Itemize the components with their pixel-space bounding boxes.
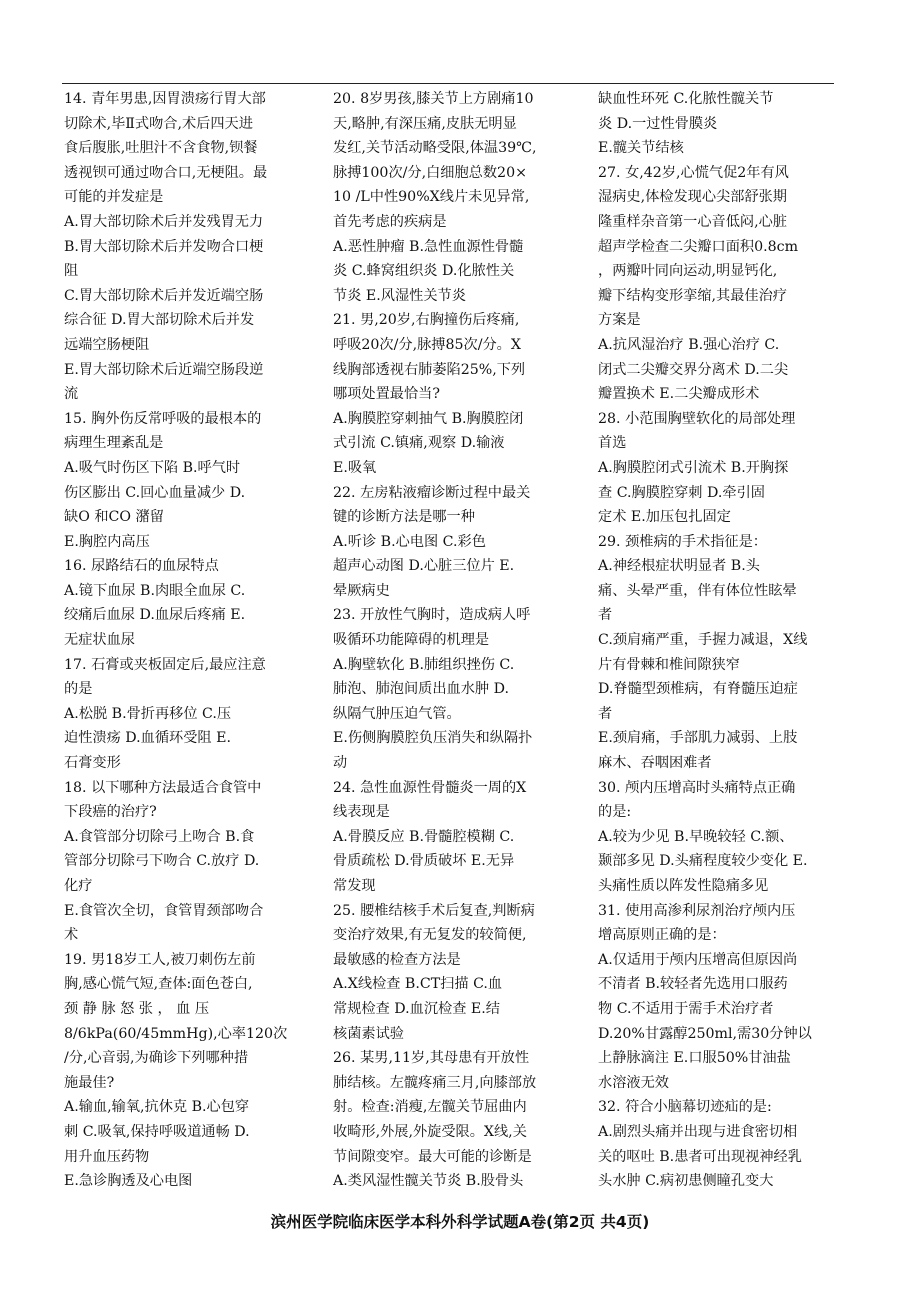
text-line: 麻木、吞咽困难者	[598, 755, 712, 772]
text-line: 施最佳?	[64, 1074, 115, 1091]
text-line: E.食管次全切，食管胃颈部吻合	[64, 902, 264, 919]
text-line: 术	[64, 927, 79, 944]
text-line: 增高原则正确的是：	[598, 927, 726, 944]
text-line: 远端空肠梗阻	[64, 336, 150, 353]
text-line: 收畸形,外展,外旋受限。X线,关	[333, 1123, 527, 1140]
text-line: 肺泡、肺泡间质出血水肿 D.	[333, 681, 509, 698]
text-line: 22. 左房粘液瘤诊断过程中最关	[333, 484, 531, 501]
text-line: 头痛性质以阵发性隐痛多见	[598, 878, 769, 894]
text-line: A.输血,输氧,抗休克 B.心包穿	[64, 1099, 250, 1116]
text-line: E.吸氧	[333, 459, 377, 476]
text-line: ，两瓣叶同向运动,明显钙化,	[598, 263, 778, 280]
text-line: 17. 石膏或夹板固定后,最应注意	[64, 656, 266, 673]
text-line: 核菌素试验	[333, 1025, 404, 1042]
text-line: 查 C.胸膜腔穿刺 D.牵引固	[598, 484, 765, 501]
text-line: E.髋关节结核	[598, 140, 684, 157]
text-line: 胸,感心慌气短,查体:面色苍白,	[64, 976, 253, 993]
text-line: A.剧烈头痛并出现与进食密切相	[598, 1123, 798, 1140]
text-line: 上静脉滴注 E.口服50%甘油盐	[598, 1050, 791, 1067]
text-line: 的是:	[598, 804, 632, 821]
text-line: A.X线检查 B.CT扫描 C.血	[333, 976, 503, 993]
text-line: 骨质疏松 D.骨质破坏 E.无异	[333, 853, 515, 870]
text-line: A.食管部分切除弓上吻合 B.食	[64, 828, 255, 845]
text-line: 常发现	[333, 878, 376, 894]
text-line: 晕厥病史	[333, 582, 390, 599]
text-line: 脉搏100次/分,白细胞总数20×	[333, 164, 527, 181]
text-line: 哪项处置最恰当?	[333, 386, 440, 403]
text-line: B.胃大部切除术后并发吻合口梗	[64, 238, 264, 255]
text-line: 20. 8岁男孩,膝关节上方剧痛10	[333, 91, 534, 107]
text-line: A.胸膜腔穿刺抽气 B.胸膜腔闭	[333, 410, 524, 427]
text-line: A.仅适用于颅内压增高但原因尚	[598, 951, 798, 968]
text-line: 关的呕吐 B.患者可出现视神经乳	[598, 1148, 802, 1165]
text-line: A.胸膜腔闭式引流术 B.开胸探	[598, 459, 789, 476]
text-line: 27. 女,42岁,心慌气促2年有风	[598, 164, 789, 181]
text-line: 15. 胸外伤反常呼吸的最根本的	[64, 410, 262, 427]
text-line: 最敏感的检查方法是	[333, 951, 461, 968]
text-line: A.神经根症状明显者 B.头	[598, 558, 760, 575]
text-line: 线胸部透视右肺萎陷25%,下列	[333, 361, 526, 378]
text-line: C.胃大部切除术后并发近端空肠	[64, 287, 264, 304]
text-line: 26. 某男,11岁,其母患有开放性	[333, 1050, 530, 1067]
text-line: 21. 男,20岁,右胸撞伤后疼痛,	[333, 312, 520, 329]
text-line: 式引流 C.镇痛,观察 D.输液	[333, 435, 505, 452]
text-line: 片有骨棘和椎间隙狭窄	[598, 656, 740, 673]
text-line: 缺血性环死 C.化脓性髋关节	[598, 91, 774, 107]
text-line: 瓣下结构变形挛缩,其最佳治疗	[598, 287, 787, 304]
text-line: 缺O 和CO 潴留	[64, 509, 164, 526]
text-line: 下段癌的治疗?	[64, 804, 157, 821]
text-line: A.吸气时伤区下陷 B.呼气时	[64, 459, 241, 476]
text-line: 闭式二尖瓣交界分离术 D.二尖	[598, 361, 789, 378]
text-line: 30. 颅内压增高时头痛特点正确	[598, 779, 796, 796]
text-line: 19. 男18岁工人,被刀刺伤左前	[64, 951, 256, 968]
text-line: E.颈肩痛，手部肌力减弱、上肢	[598, 730, 798, 747]
text-line: 病理生理紊乱是	[64, 435, 164, 452]
text-line: 射。检查:消瘦,左髋关节屈曲内	[333, 1099, 527, 1116]
text-line: 超声学检查二尖瓣口面积0.8cm	[598, 238, 799, 255]
text-line: 10 /L中性90%X线片未见异常,	[333, 189, 530, 206]
text-line: 颈 静 脉 怒 张 ， 血 压	[64, 1000, 210, 1017]
text-line: 首先考虑的疾病是	[333, 213, 447, 230]
text-line: 隆重样杂音第一心音低闷,心脏	[598, 213, 787, 230]
text-line: 炎 D.一过性骨膜炎	[598, 115, 718, 132]
text-line: A.胃大部切除术后并发残胃无力	[64, 213, 264, 230]
text-line: 迫性溃疡 D.血循环受阻 E.	[64, 730, 231, 747]
text-line: C.颈肩痛严重，手握力减退，X线	[598, 632, 808, 649]
column-right	[598, 87, 840, 1194]
text-line: 线表现是	[333, 804, 390, 821]
text-line: 23. 开放性气胸时，造成病人呼	[333, 607, 531, 624]
header-rule	[62, 83, 834, 84]
text-line: 超声心动图 D.心脏三位片 E.	[333, 558, 515, 575]
text-line: 键的诊断方法是哪一种	[333, 509, 475, 526]
text-line: A.抗风湿治疗 B.强心治疗 C.	[598, 336, 780, 353]
text-line: E.胃大部切除术后近端空肠段逆	[64, 361, 264, 378]
text-line: 瓣置换术 E.二尖瓣成形术	[598, 386, 760, 403]
text-line: 肺结核。左髋疼痛三月,向膝部放	[333, 1074, 537, 1091]
text-line: 伤区膨出 C.回心血量减少 D.	[64, 484, 246, 501]
text-line: 吸循环功能障碍的机理是	[333, 632, 490, 649]
page-footer: 滨州医学院临床医学本科外科学试题A卷(第2页 共4页)	[270, 1213, 650, 1231]
text-line: A.松脱 B.骨折再移位 C.压	[64, 705, 232, 722]
text-line: 痛、头晕严重，伴有体位性眩晕	[598, 582, 797, 599]
text-line: 32. 符合小脑幕切迹疝的是:	[598, 1099, 772, 1116]
text-line: 食后腹胀,吐胆汁不含食物,钡餐	[64, 140, 258, 157]
text-line: 14. 青年男患,因胃溃疡行胃大部	[64, 91, 266, 107]
text-line: 透视钡可通过吻合口,无梗阻。最	[64, 164, 268, 181]
text-line: E.伤侧胸膜腔负压消失和纵隔扑	[333, 730, 533, 747]
text-line: 节间隙变窄。最大可能的诊断是	[333, 1148, 532, 1165]
text-line: 不清者 B.较轻者先选用口服药	[598, 976, 788, 993]
text-line: 首选	[598, 435, 627, 452]
text-line: 呼吸20次/分,脉搏85次/分。X	[333, 336, 521, 353]
text-line: 湿病史,体检发现心尖部舒张期	[598, 189, 787, 206]
text-line: 天,略肿,有深压痛,皮肤无明显	[333, 115, 517, 132]
text-line: 的是	[64, 681, 93, 698]
text-line: 8/6kPa(60/45mmHg),心率120次	[64, 1025, 288, 1042]
text-line: 绞痛后血尿 D.血尿后疼痛 E.	[64, 607, 246, 624]
text-line: /分,心音弱,为确诊下列哪种措	[64, 1050, 249, 1067]
text-line: 无症状血尿	[64, 632, 135, 649]
text-line: D.20%甘露醇250ml,需30分钟以	[598, 1025, 812, 1042]
text-line: 管部分切除弓下吻合 C.放疗 D.	[64, 853, 260, 870]
text-line: 炎 C.蜂窝组织炎 D.化脓性关	[333, 263, 515, 280]
text-line: 29. 颈椎病的手术指征是：	[598, 533, 767, 550]
text-line: D.脊髓型颈椎病，有脊髓压迫症	[598, 681, 798, 698]
text-line: 化疗	[64, 878, 93, 894]
text-line: A.胸壁软化 B.肺组织挫伤 C.	[333, 656, 515, 673]
text-line: 28. 小范围胸壁软化的局部处理	[598, 410, 796, 427]
text-line: E.急诊胸透及心电图	[64, 1173, 193, 1190]
text-line: 常规检查 D.血沉检查 E.结	[333, 1000, 500, 1017]
text-line: A.骨膜反应 B.骨髓腔模糊 C.	[333, 828, 515, 845]
column-middle	[333, 87, 573, 1194]
text-line: 阻	[64, 263, 79, 280]
text-line: 头水肿 C.病初患侧瞳孔变大	[598, 1173, 774, 1190]
text-line: 节炎 E.风湿性关节炎	[333, 287, 466, 304]
text-line: 用升血压药物	[64, 1148, 150, 1165]
text-line: 18. 以下哪种方法最适合食管中	[64, 779, 262, 796]
text-line: 31. 使用高渗利尿剂治疗颅内压	[598, 902, 796, 919]
text-line: 定术 E.加压包扎固定	[598, 509, 731, 526]
text-line: E.胸腔内高压	[64, 533, 150, 550]
text-line: 水溶液无效	[598, 1074, 669, 1091]
text-line: 动	[333, 755, 348, 772]
text-line: A.较为少见 B.早晚较轻 C.额、	[598, 828, 794, 845]
text-line: 切除术,毕Ⅱ式吻合,术后四天进	[64, 115, 253, 132]
text-line: 综合征 D.胃大部切除术后并发	[64, 312, 255, 329]
text-line: 发红,关节活动略受限,体温39℃,	[333, 140, 537, 157]
text-line: 流	[64, 386, 79, 403]
text-line: 方案是	[598, 312, 641, 329]
text-line: 纵隔气肿压迫气管。	[333, 705, 461, 722]
text-line: A.类风湿性髋关节炎 B.股骨头	[333, 1173, 524, 1190]
text-line: A.镜下血尿 B.肉眼全血尿 C.	[64, 582, 246, 599]
text-line: 者	[598, 607, 613, 624]
column-left	[64, 87, 302, 1194]
text-line: A.听诊 B.心电图 C.彩色	[333, 533, 486, 550]
text-line: A.恶性肿瘤 B.急性血源性骨髓	[333, 238, 524, 255]
text-line: 颞部多见 D.头痛程度较少变化 E.	[598, 853, 808, 870]
text-line: 变治疗效果,有无复发的较简便,	[333, 927, 527, 944]
text-line: 24. 急性血源性骨髓炎一周的X	[333, 779, 527, 796]
text-line: 刺 C.吸氧,保持呼吸道通畅 D.	[64, 1123, 250, 1140]
text-line: 石膏变形	[64, 755, 121, 772]
text-line: 物 C.不适用于需手术治疗者	[598, 1000, 774, 1017]
text-line: 16. 尿路结石的血尿特点	[64, 558, 219, 575]
text-line: 可能的并发症是	[64, 189, 164, 206]
text-line: 25. 腰椎结核手术后复查,判断病	[333, 902, 535, 919]
text-line: 者	[598, 705, 613, 722]
